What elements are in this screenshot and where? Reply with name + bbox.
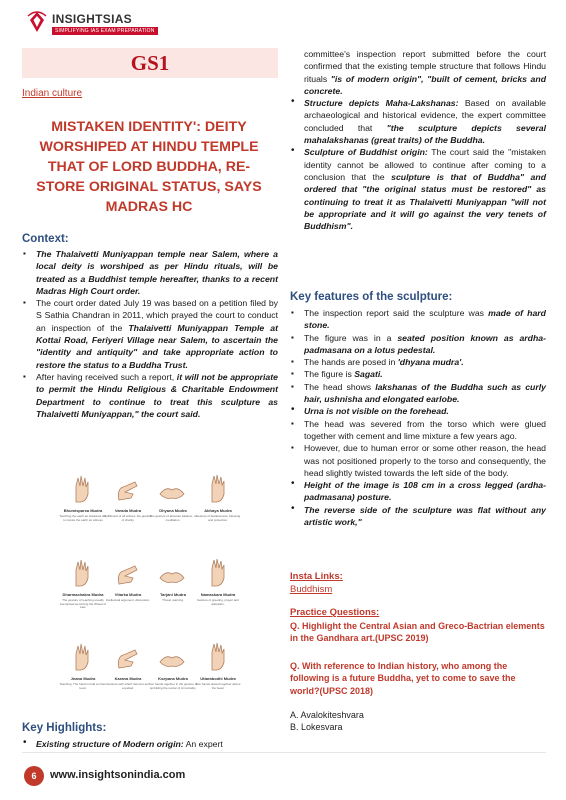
article-title: MISTAKEN IDENTITY': DEITY WORSHIPED AT HINDU TEMPLE THAT OF LORD BUDDHA, RE-STORE ORIGINAL STATUS, SAYS MADRAS HC	[36, 119, 262, 215]
mudra-name: Dhyana Mudra	[159, 508, 187, 513]
right-column-top	[290, 48, 546, 232]
key-features-heading: Key features of the sculpture:	[290, 291, 453, 303]
mudra-name: Bhumisparsa Mudra	[63, 508, 103, 513]
mudra-name: Karana Mudra	[114, 676, 142, 681]
category-link[interactable]: Indian culture	[22, 88, 83, 99]
mudra-cell	[193, 638, 243, 716]
context-item: ▪ The court order dated July 19 was based on a petition filed by S Sathia Chandran in 2011, which prayed the court to conduct an inspection of the Thalaivetti Muniyappan Temple at Kottai Road, Feriyeri Village near Salem, to ascertain the "identity and antiquity" and take appropriate action to restore the status to a Buddha Trust.	[22, 297, 278, 371]
mudra-description: Fulfillment of all wishes; the gesture of charity.	[104, 514, 152, 522]
key-highlight-item: • Existing structure of Modern origin: An expert	[22, 738, 278, 750]
hand-gesture-icon	[201, 556, 233, 590]
mudra-name: Jnana Mudra	[70, 676, 96, 681]
mudra-cell	[148, 470, 198, 548]
mudra-name: Tarjani Mudra	[160, 592, 186, 597]
mudra-cell	[103, 638, 153, 716]
feature-item: ▪ The figure was in a seated position known as ardha-padmasana on a lotus pedestal.	[290, 332, 546, 357]
feature-item: • Urna is not visible on the forehead.	[290, 405, 546, 417]
mudra-cell	[148, 554, 198, 632]
practice-question-2: Q. With reference to Indian history, who among the following is a future Buddha, yet to come to save the world?(UPSC 2018)	[290, 661, 516, 696]
mudra-name: Uttarabodhi Mudra	[200, 676, 236, 681]
hand-gesture-icon	[66, 472, 98, 506]
mudra-name: Vitarka Mudra	[114, 592, 142, 597]
footer-divider	[22, 752, 546, 753]
mudra-name: Ksepana Mudra	[158, 676, 188, 681]
context-list	[22, 248, 278, 420]
option-b: B. Lokesvara	[290, 722, 343, 732]
logo-name: INSIGHTSIAS	[52, 12, 132, 26]
context-item: ▪ After having received such a report, it will not be appropriate to permit the Hindu Religious & Charitable Endowment Department to continue to treat this sculpture as Thalaivetti Muniyappan," the court said.	[22, 371, 278, 420]
footer-website[interactable]: www.insightsonindia.com	[50, 769, 186, 781]
insta-links-heading: Insta Links:	[290, 571, 343, 582]
mudra-description: Two hands placed together above the head.	[195, 682, 241, 690]
feature-item: ▪ The figure is Sagati.	[290, 368, 546, 380]
mudra-cell	[58, 638, 108, 716]
mudra-description: Gesture with which demons are expelled.	[106, 682, 150, 690]
mudra-chart-image	[60, 470, 240, 722]
hand-gesture-icon	[201, 472, 233, 506]
logo-emblem-icon	[26, 10, 48, 34]
mudra-cell	[193, 470, 243, 548]
mudra-cell	[58, 554, 108, 632]
mudra-cell	[148, 638, 198, 716]
mudra-description: Two hands together in the gesture of sprinkling the nectar of immortality.	[148, 682, 198, 690]
feature-item: ▪ The head shows lakshanas of the Buddha such as curly hair, ushnisha and elongated earlobe.	[290, 381, 546, 406]
feature-item: • Height of the image is 108 cm in a cross legged (ardha-padmasana) posture.	[290, 479, 546, 504]
hand-gesture-icon	[111, 472, 143, 506]
feature-item: ▪ The inspection report said the sculpture was made of hard stone.	[290, 307, 546, 332]
feature-item: • The reverse side of the sculpture was flat without any artistic work,"	[290, 504, 546, 529]
feature-item: ▪ The head was severed from the torso which were glued together with cement and lime mixture a few years ago.	[290, 418, 546, 443]
mudra-description: Gesture of greeting, prayer and adoration.	[197, 598, 239, 606]
key-highlight-item: • Sculpture of Buddhist origin: The court said the "mistaken identity cannot be allowed to continue after coming to a conclusion that the sculpture is that of Buddha" and ordered that "the original status must be restored" as continuing to treat it as Thalaivetti Muniyappan "will not be appropriate and it will go against the very tenets of Buddhism".	[290, 146, 546, 232]
continued-paragraph: committee's inspection report submitted before the court confirmed that the existing temple structure that follows Hindu rituals "is of modern origin", "built of cement, bricks and concrete.	[304, 49, 547, 96]
page-number: 6	[24, 766, 44, 786]
mudra-description: Intellectual argument, discussion.	[105, 598, 151, 602]
hand-gesture-icon	[111, 640, 143, 674]
option-a: A. Avalokiteshvara	[290, 710, 364, 720]
mudra-name: Dharmachakra Mudra	[62, 592, 104, 597]
mudra-name: Varada Mudra	[114, 508, 142, 513]
key-highlights-list	[22, 738, 278, 750]
context-heading: Context:	[22, 233, 69, 245]
key-highlights-heading: Key Highlights:	[22, 722, 107, 734]
mudra-name: Abhaya Mudra	[204, 508, 232, 513]
insta-link-buddhism[interactable]: Buddhism	[290, 584, 333, 595]
hand-gesture-icon	[201, 640, 233, 674]
practice-questions-heading: Practice Questions:	[290, 607, 380, 618]
mudra-description: Gesture of fearlessness, blessing and protection.	[195, 514, 241, 522]
right-highlights-list	[290, 97, 546, 232]
mudra-cell	[193, 554, 243, 632]
mudra-cell	[58, 470, 108, 548]
mudra-description: Touching the earth as Gautama did, to invoke the earth as witness	[59, 514, 107, 522]
mudra-cell	[103, 554, 153, 632]
mudra-name: Namaskara Mudra	[200, 592, 236, 597]
mudra-description: The gesture of absolute balance, of meditation.	[149, 514, 197, 522]
section-band	[22, 48, 278, 78]
insightsias-logo	[26, 10, 155, 38]
section-label: GS1	[130, 51, 170, 75]
hand-gesture-icon	[156, 472, 188, 506]
context-item: ▪ The Thalaivetti Muniyappan temple near Salem, where a local deity is worshiped as per Hindu rituals, will be treated as a Buddhist temple hereafter, thanks to a recent Madras High Court order.	[22, 248, 278, 297]
key-highlight-item: • Structure depicts Maha-Lakshanas: Based on available archaeological and historical evidence, the expert committee concluded that "the sculpture depicts several mahalakshanas (great traits) of the Buddha.	[290, 97, 546, 146]
hand-gesture-icon	[66, 640, 98, 674]
mudra-description: The gesture of teaching usually interpreted as turning the Wheel of Law.	[59, 598, 107, 610]
hand-gesture-icon	[66, 556, 98, 590]
hand-gesture-icon	[156, 556, 188, 590]
hand-gesture-icon	[111, 556, 143, 590]
mudra-description: Teaching. The hand is held at chest level.	[59, 682, 107, 690]
mudra-cell	[103, 470, 153, 548]
practice-question-1: Q. Highlight the Central Asian and Greco-Bactrian elements in the Gandhara art.(UPSC 2019)	[290, 621, 545, 644]
feature-item: ▪ However, due to human error or some other reason, the head was not positioned properly to the torso and consequently, the head slightly twisted towards the left side of the body.	[290, 442, 546, 479]
hand-gesture-icon	[156, 640, 188, 674]
logo-tagline: SIMPLIFYING IAS EXAM PREPARATION	[52, 27, 158, 35]
key-features-list	[290, 307, 546, 528]
feature-item: ▪ The hands are posed in 'dhyana mudra'.	[290, 356, 546, 368]
mudra-description: Threat, warning.	[162, 598, 184, 602]
